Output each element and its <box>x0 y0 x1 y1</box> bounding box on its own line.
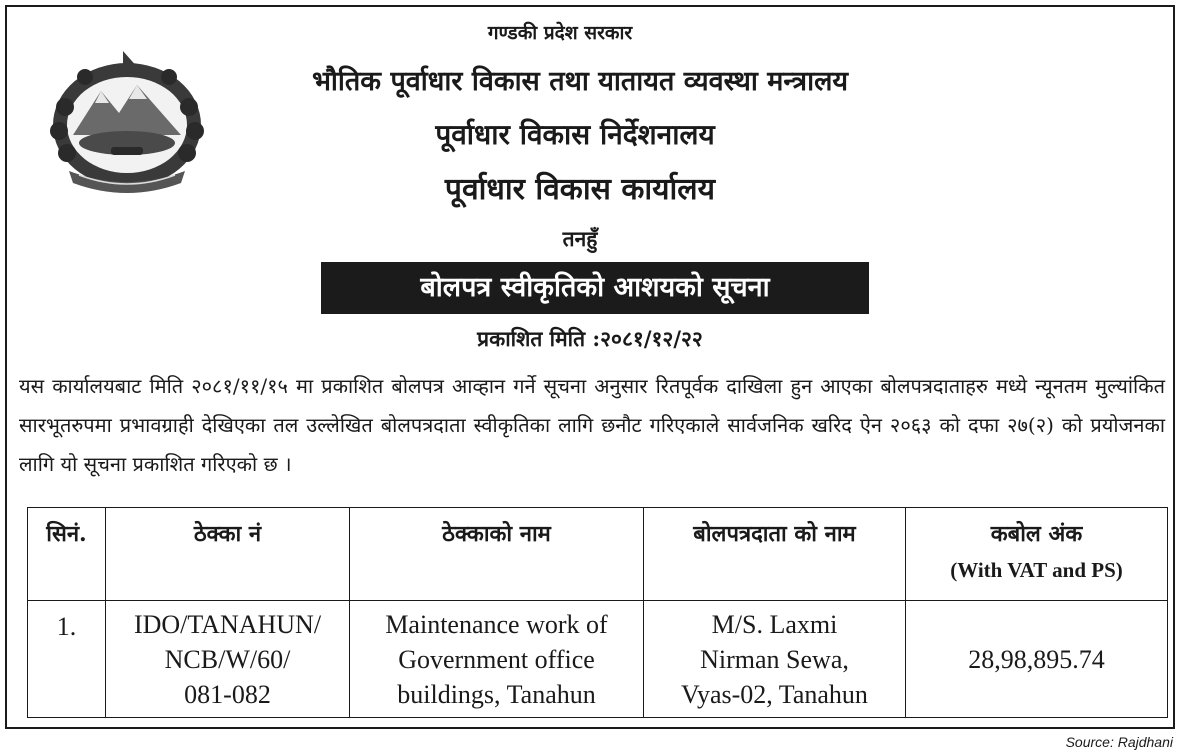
column-header-contract-no: ठेक्का नं <box>106 508 350 601</box>
cell-contract-no-line: 081-082 <box>184 680 271 709</box>
office-heading: पूर्वाधार विकास कार्यालय <box>444 172 716 207</box>
cell-contract-no <box>106 601 350 718</box>
table-row <box>28 601 1168 718</box>
cell-contract-name-line: Government office <box>398 645 595 674</box>
district-heading: तनहुँ <box>562 226 598 251</box>
ministry-heading: भौतिक पूर्वाधार विकास तथा यातायत व्यवस्था मन्त्रालय <box>311 66 849 97</box>
column-header-amount <box>906 508 1168 601</box>
column-header-contract-name: ठेक्काको नाम <box>350 508 644 601</box>
directorate-heading: पूर्वाधार विकास निर्देशनालय <box>435 118 715 151</box>
cell-contract-name-line: Maintenance work of <box>385 610 608 639</box>
source-credit: Source: Rajdhani <box>1065 734 1173 750</box>
column-header-bidder-name: बोलपत्रदाता को नाम <box>644 508 906 601</box>
notice-frame <box>5 5 1175 729</box>
cell-contract-no-line: IDO/TANAHUN/ <box>133 610 322 639</box>
table-header-row <box>28 508 1168 601</box>
published-date: प्रकाशित मिति :२०८१/१२/२२ <box>477 326 703 351</box>
amount-header-sublabel: (With VAT and PS) <box>950 558 1123 582</box>
cell-bidder-name-line: Nirman Sewa, <box>700 645 849 674</box>
cell-bidder-name <box>644 601 906 718</box>
amount-header-label: कबोल अंक <box>990 521 1083 547</box>
cell-amount: 28,98,895.74 <box>906 601 1168 718</box>
cell-contract-name <box>350 601 644 718</box>
cell-bidder-name-line: Vyas-02, Tanahun <box>681 680 868 709</box>
government-heading: गण्डकी प्रदेश सरकार <box>487 22 633 44</box>
cell-sn: 1. <box>28 601 106 718</box>
cell-contract-no-line: NCB/W/60/ <box>164 645 291 674</box>
tender-table <box>27 507 1168 718</box>
notice-title: बोलपत्र स्वीकृतिको आशयको सूचना <box>321 262 869 314</box>
column-header-sn: सिनं. <box>28 508 106 601</box>
notice-body: यस कार्यालयबाट मिति २०८१/११/१५ मा प्रकाशित बोलपत्र आव्हान गर्ने सूचना अनुसार रितपूर्वक दाखिला हुन आएका बोलपत्रदाताहरु मध्ये न्यूनतम मुल्यांकित सारभूतरुपमा प्रभावग्राही देखिएका तल उल्लेखित बोलपत्रदाता स्वीकृतिका लागि छनौट गरिएकाले सार्वजनिक खरिद ऐन २०६३ को दफा २७(२) को प्रयोजनका लागि यो सूचना प्रकाशित गरिएको छ । <box>19 374 1165 476</box>
cell-bidder-name-line: M/S. Laxmi <box>711 610 838 639</box>
cell-contract-name-line: buildings, Tanahun <box>397 680 596 709</box>
